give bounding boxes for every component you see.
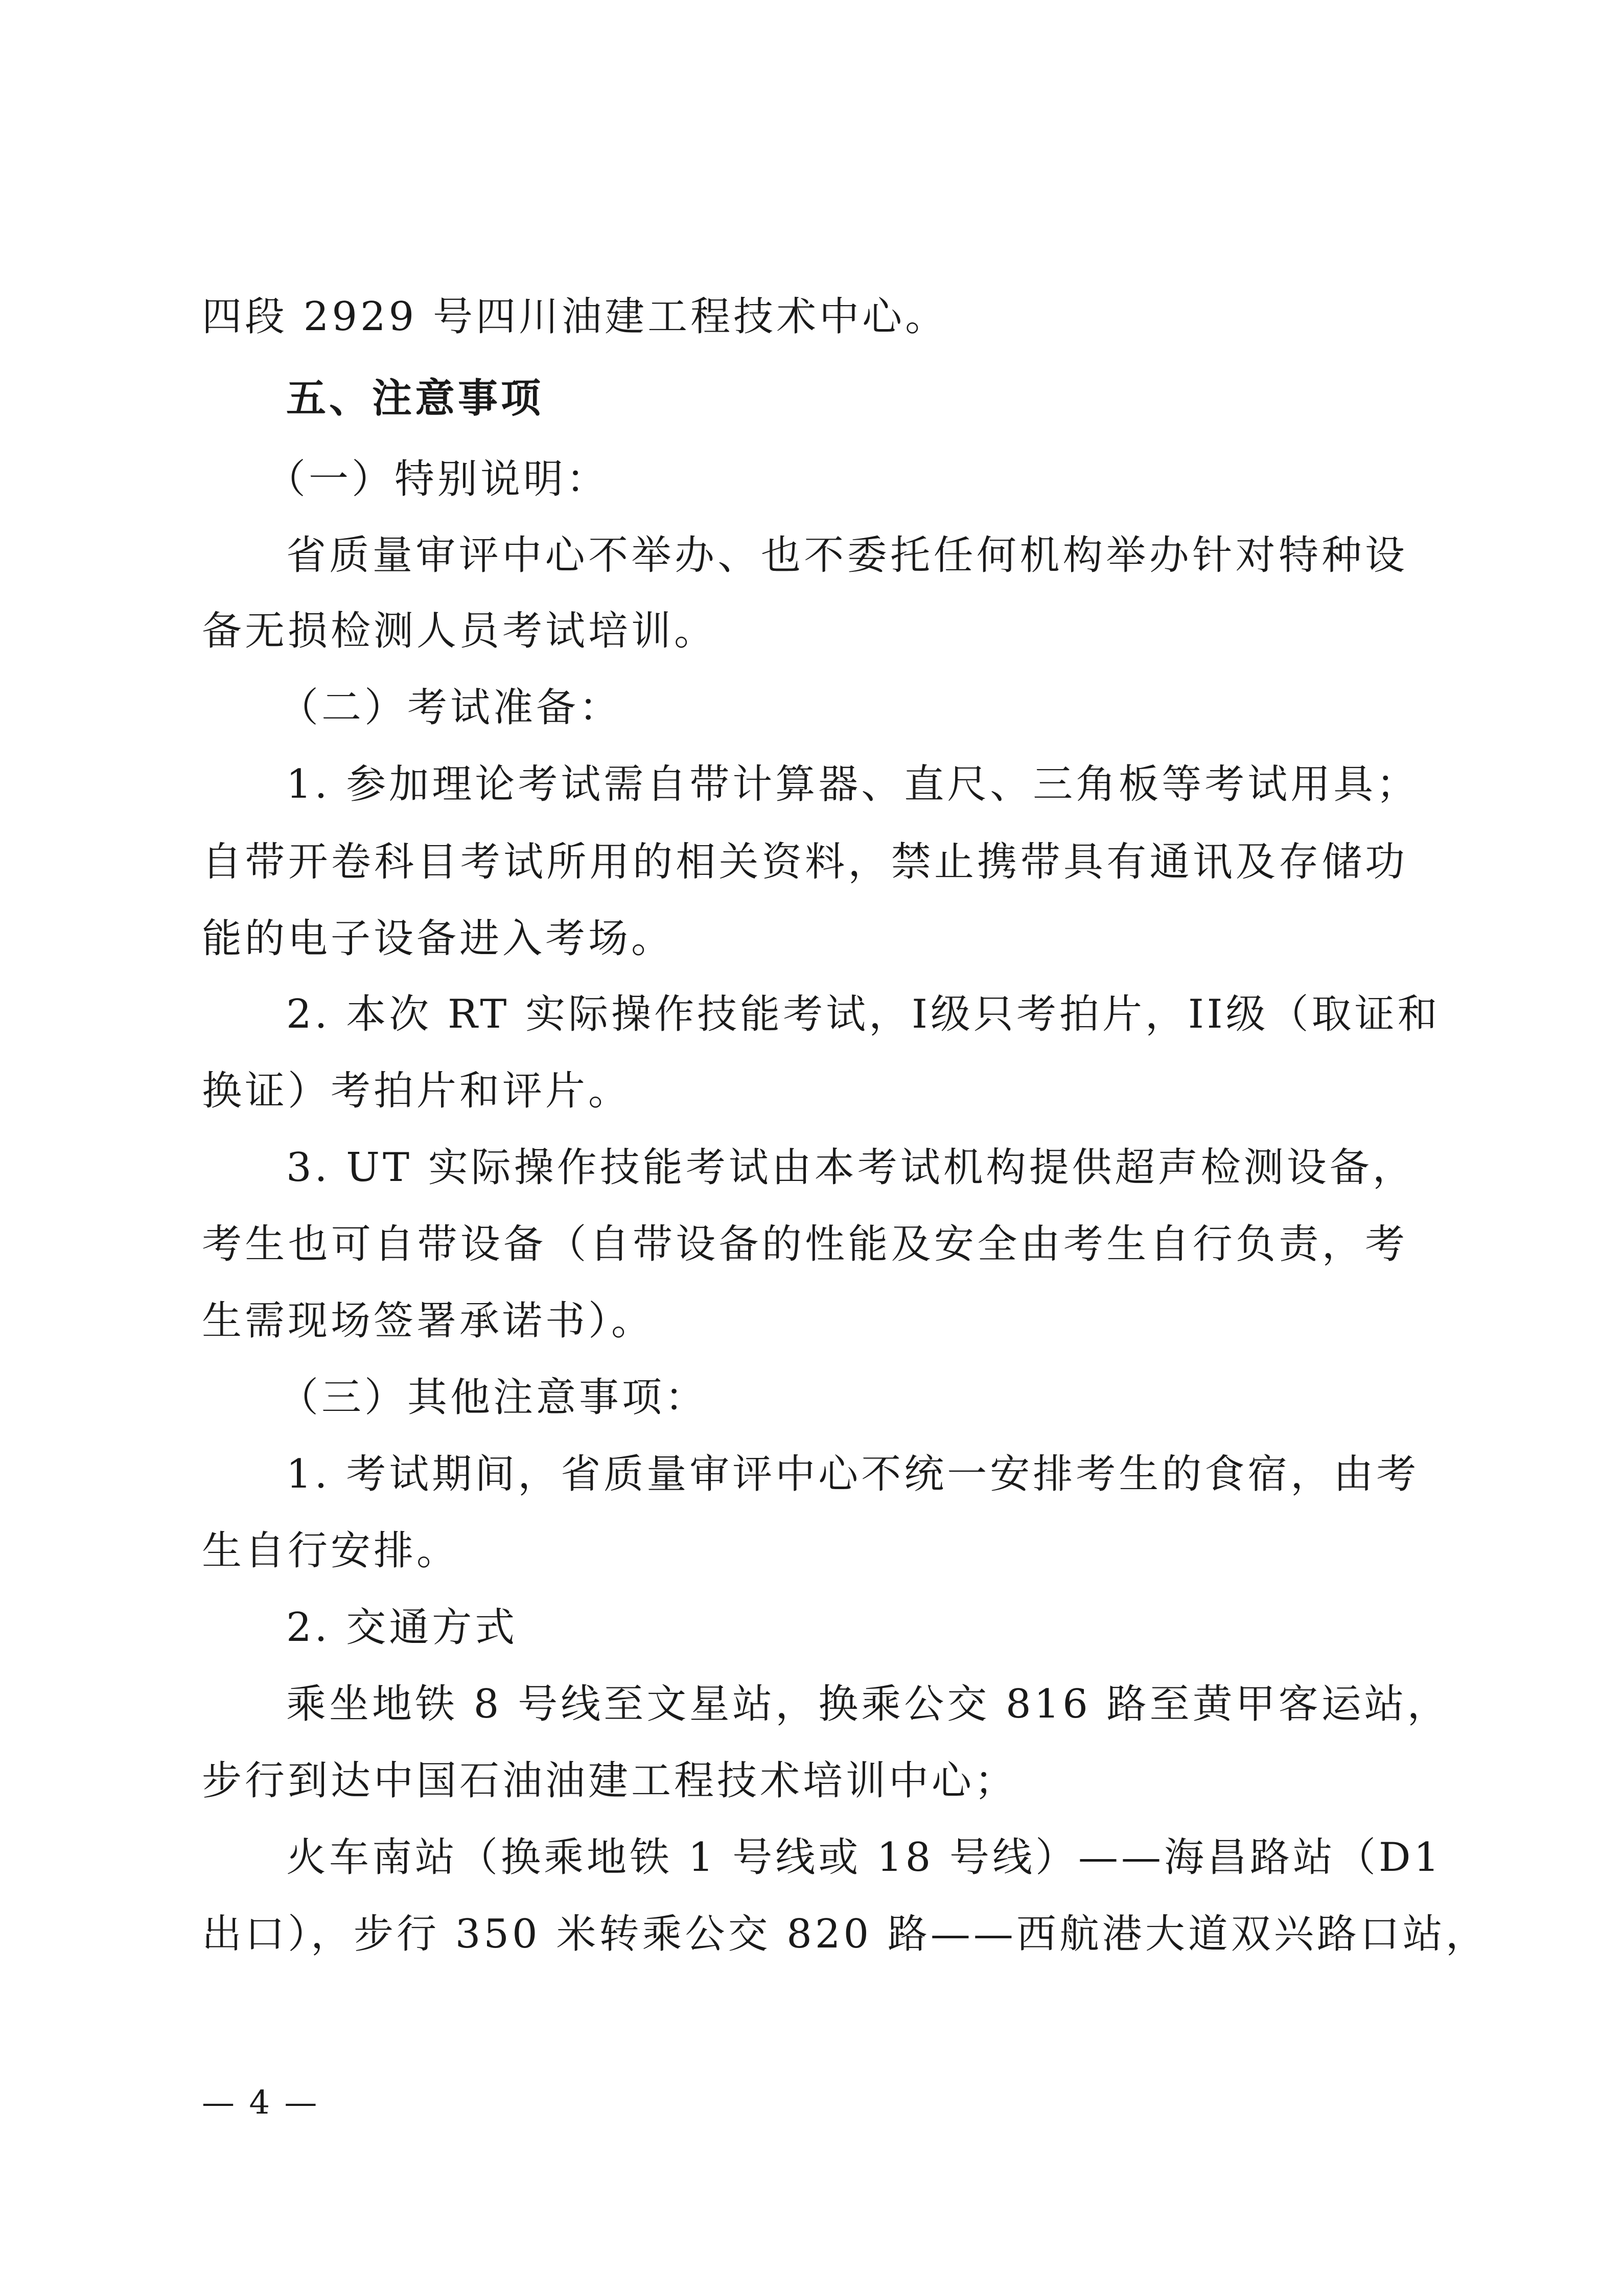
subheading-exam-preparation: （二）考试准备： <box>279 685 622 731</box>
text-line-prep-2b: 换证）考拍片和评片。 <box>202 1068 632 1114</box>
text-line-prep-1a: 1. 参加理论考试需自带计算器、直尺、三角板等考试用具； <box>286 761 1420 807</box>
subheading-special-note: （一）特别说明： <box>266 456 610 502</box>
text-line-prep-3a: 3. UT 实际操作技能考试由本考试机构提供超声检测设备， <box>286 1145 1416 1191</box>
text-line-other-1b: 生自行安排。 <box>202 1528 460 1574</box>
text-line-transport-1a: 乘坐地铁 8 号线至文星站，换乘公交 816 路至黄甲客运站， <box>286 1681 1450 1727</box>
text-line-prep-3b: 考生也可自带设备（自带设备的性能及安全由考生自行负责，考 <box>202 1221 1408 1267</box>
text-line-transport-heading: 2. 交通方式 <box>286 1605 518 1651</box>
text-line-prep-3c: 生需现场签署承诺书）。 <box>202 1298 655 1344</box>
text-line-prep-2a: 2. 本次 RT 实际操作技能考试，I级只考拍片，II级（取证和 <box>286 991 1441 1037</box>
section-heading-notes: 五、注意事项 <box>286 376 544 422</box>
text-line-transport-2b: 出口），步行 350 米转乘公交 820 路——西航港大道双兴路口站， <box>202 1911 1489 1957</box>
text-line-transport-1b: 步行到达中国石油油建工程技术培训中心； <box>202 1758 1018 1804</box>
page-number: — 4 — <box>202 2084 319 2122</box>
text-line-special-note-2: 备无损检测人员考试培训。 <box>202 608 717 654</box>
text-line-prep-1b: 自带开卷科目考试所用的相关资料，禁止携带具有通讯及存储功 <box>202 839 1408 885</box>
text-line-other-1a: 1. 考试期间，省质量审评中心不统一安排考生的食宿，由考 <box>286 1451 1420 1497</box>
text-line-special-note-1: 省质量审评中心不举办、也不委托任何机构举办针对特种设 <box>286 532 1408 578</box>
text-line-address-end: 四段 2929 号四川油建工程技术中心。 <box>202 294 948 340</box>
text-line-prep-1c: 能的电子设备进入考场。 <box>202 916 675 962</box>
text-line-transport-2a: 火车南站（换乘地铁 1 号线或 18 号线）——海昌路站（D1 <box>286 1835 1443 1881</box>
subheading-other-notes: （三）其他注意事项： <box>279 1375 708 1421</box>
